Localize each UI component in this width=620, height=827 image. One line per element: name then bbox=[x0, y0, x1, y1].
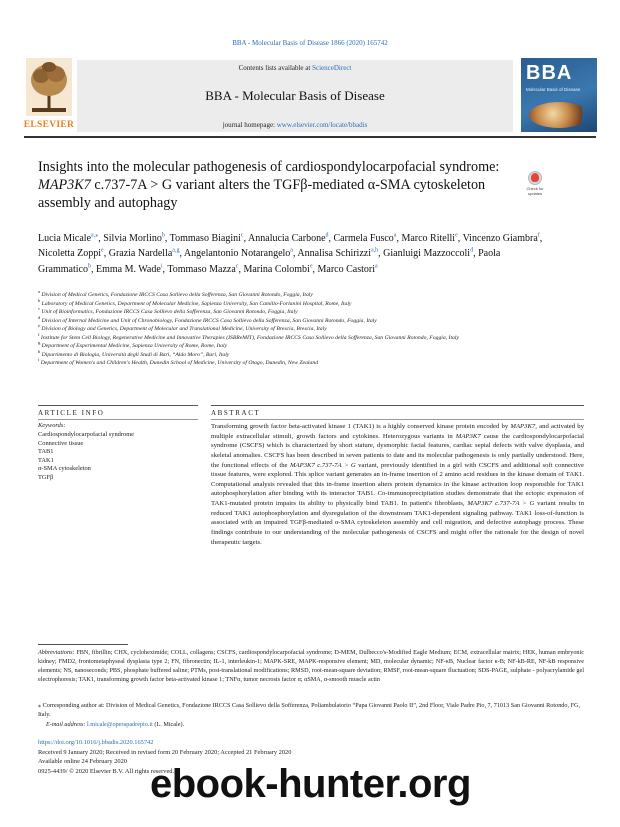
abstract-text: cause the cardiospondylocarpofacial syndrome (CSCFS) which is characterized by short stature, dysmorphic facial features, cardiac septal defects with valve dysplasia, and skeletal anomalies. CSCFS has been described in seven patients to date and its molecular pathogenesis is only partially understood. Here, the functional effects of the bbox=[211, 432, 584, 469]
keyword-item: TGFβ bbox=[38, 473, 54, 481]
author-name[interactable]: Paola Grammatico bbox=[38, 248, 501, 275]
abstract-body bbox=[211, 422, 584, 547]
contents-prefix: Contents lists available at bbox=[238, 64, 313, 72]
abstract-gene: MAP3K7 bbox=[510, 423, 536, 430]
author-affiliation-marker[interactable]: i bbox=[160, 263, 163, 270]
keyword-list bbox=[38, 431, 198, 483]
affiliation-marker: g bbox=[38, 340, 41, 346]
author-name[interactable]: Annalisa Schirizzi bbox=[297, 248, 371, 260]
check-for-updates-button[interactable] bbox=[520, 171, 550, 199]
affiliation-marker: d bbox=[38, 314, 41, 320]
sciencedirect-link[interactable]: ScienceDirect bbox=[312, 64, 352, 72]
affiliation-text: Institute for Stem Cell Biology, Regenerative Medicine and Innovative Therapies (ISBReMIT), Fondazione IRCCS Casa Sollievo della Sofferenza, San Giovanni Rotondo, Foggia, Italy bbox=[40, 334, 459, 341]
author-name[interactable]: Tommaso Biagini bbox=[169, 233, 241, 244]
abstract-subrule bbox=[211, 419, 584, 420]
author-affiliation-marker[interactable]: f bbox=[537, 232, 540, 239]
affiliation-text: Division of Internal Medicine and Unit of Chronobiology, Fondazione IRCCS Casa Sollievo della Sofferenza, San Giovanni Rotondo, Foggia, Italy bbox=[41, 317, 377, 324]
watermark-text: ebook-hunter.org bbox=[150, 762, 471, 806]
affiliation-item bbox=[38, 348, 578, 363]
author-affiliation-marker[interactable]: e bbox=[455, 232, 458, 239]
author-name[interactable]: Tommaso Mazza bbox=[167, 263, 236, 275]
elsevier-wordmark: ELSEVIER bbox=[23, 120, 75, 130]
author-affiliation-marker[interactable]: d bbox=[470, 247, 474, 254]
abbreviations-text: FBN, fibrillin; CHX, cycloheximide; COLL, collagens; CSCFS, cardiospondylocarpofacial syndrome; D-MEM, Dulbecco's-Modified Eagle Medium; ECM, extracellular matrix; HEK, human embryonic kidney; FMD2, frontometaphyseal dysplasia type 2; FN, fibronectin; IL-1, interleukin-1; MAPK-SRE, MAPK-responsive element; MD, molecular dynamic; NF-κB, Nuclear factor κ-B; NF-kB-RE, NF-kB responsive elements; NS, nanoseconds; PBS, phosphate buffered saline; PTMs, post-translational modifications; RMSD, root-mean-square deviation; RMSF, root-mean-square fluctuation; SDS-PAGE, sulphate - polyacrylamide gel electrophoresis; TAK1, transforming growth factor beta-activated kinase 1; TNFα, tumor necrosis factor α; αSMA, α-smooth muscle actin bbox=[38, 649, 584, 683]
affiliation-text: Division of Medical Genetics, Fondazione IRCCS Casa Sollievo della Sofferenza, San Giovanni Rotondo, Foggia, Italy bbox=[41, 292, 313, 298]
affiliation-marker: i bbox=[38, 357, 40, 363]
doi-link[interactable]: https://doi.org/10.1016/j.bbadis.2020.165742 bbox=[38, 739, 154, 746]
author-affiliation-marker[interactable]: a bbox=[393, 232, 397, 239]
author-name[interactable]: Angelantonio Notarangelo bbox=[183, 248, 291, 260]
abstract-text: Transforming growth factor beta-activated kinase 1 (TAK1) is a highly conserved kinase protein encoded by bbox=[211, 423, 511, 430]
abstract-variant: MAP3K7 c.737-7A > G bbox=[289, 461, 356, 469]
affiliation-item bbox=[38, 297, 578, 312]
author-name[interactable]: Lucia Micale bbox=[38, 233, 92, 244]
copyright-line: 0925-4439/ © 2020 Elsevier B.V. All rights reserved. bbox=[38, 767, 175, 775]
author-affiliation-marker[interactable]: a bbox=[375, 263, 378, 270]
abstract-gene: MAP3K7 bbox=[455, 432, 481, 440]
abstract-text: variant, previously identified in a girl with CSCFS and additional soft connective tissue features, were explored. This splice variant generates an in-frame insertion of 2 amino acid residues in the kinase domain of TAK1. Computational analysis revealed that this in-frame insertion alters protein dynamics in the kinase activation loop responsible for TAK1 autophosphorylation after binding with its interactor TAB1. Co-immunoprecipitation studies demonstrate that the ectopic expression of TAK1-mutated protein impairs its ability to physically bind TAB1. In patient's fibroblasts, bbox=[211, 461, 584, 507]
author-affiliation-marker[interactable]: e bbox=[101, 247, 104, 254]
email-label: E-mail address: bbox=[46, 721, 86, 728]
available-online: Available online 24 February 2020 bbox=[38, 758, 127, 766]
author-name[interactable]: Emma M. Wade bbox=[95, 263, 161, 275]
author-affiliation-marker[interactable]: a,⁎ bbox=[91, 232, 99, 239]
article-title bbox=[38, 158, 508, 212]
affiliation-item bbox=[38, 342, 578, 351]
author-affiliation-marker[interactable]: d bbox=[325, 232, 329, 239]
corresponding-author-footnote: ⁎ Corresponding author at: Division of Medical Genetics, Fondazione IRCCS Casa Sollievo della Sofferenza, Poliambulatorio “Papa Giovanni Paolo II”, 2nd Floor, Viale Padre Pio, 7, 71013 San Giovanni Rotondo, FG, Italy. bbox=[38, 702, 581, 718]
author-name[interactable]: Silvia Morlino bbox=[103, 233, 162, 244]
cover-subtitle: Molecular Basis of Disease bbox=[526, 87, 581, 92]
article-info-subrule bbox=[38, 419, 198, 420]
author-list: Lucia Micale$^{a,⁎}$, Silvia Morlino$^b$, Tommaso Biagini$^c$, Annalucia Carbone$^d$, Carmela Fusco$^a$, Marco Ritelli$^e$, Vincenzo Giambra$^f$, Nicoletta Zoppi$^e$, Grazia Nardella$^{a,g}$, Angelantonio Notarangelo$^a$, Annalisa Schirizzi$^{a,h}$, Gianluigi Mazzoccoli$^d$, Paola Grammatico$^b$, Emma M. Wade$^i$, Tommaso Mazza$^c$, Marina Colombi$^e$, Marco Castori$^a$ bbox=[38, 232, 543, 275]
affiliation-marker: h bbox=[38, 348, 41, 354]
email-suffix: (L. Micale). bbox=[152, 721, 185, 728]
title-part-1: Insights into the molecular pathogenesis of cardiospondylocarpofacial syndrome: bbox=[38, 159, 500, 175]
author-name[interactable]: Grazia Nardella bbox=[108, 248, 173, 260]
author-affiliation-marker[interactable]: c bbox=[240, 232, 244, 239]
abstract-text: , and activated by multiple extracellular stimuli, growth factors and cytokines. Heterozygous variants in bbox=[211, 423, 584, 440]
affiliation-text: Laboratory of Medical Genetics, Department of Molecular Medicine, Sapienza University, San Camillo-Forlanini Hospital, Rome, Italy bbox=[41, 300, 352, 307]
affiliation-marker: a bbox=[38, 289, 40, 295]
affiliation-item bbox=[38, 325, 578, 334]
author-name[interactable]: Marina Colombi bbox=[243, 263, 310, 275]
bookmark-icon bbox=[531, 173, 539, 182]
cover-artwork bbox=[529, 102, 589, 128]
author-affiliation-marker[interactable]: e bbox=[309, 263, 313, 270]
journal-cover-image[interactable] bbox=[521, 58, 597, 132]
title-part-2: c.737-7A > G variant alters the TGFβ-mediated α-SMA cytoskeleton assembly and autophagy bbox=[38, 177, 486, 211]
journal-homepage bbox=[77, 121, 513, 129]
author-name[interactable]: Marco Ritelli bbox=[401, 233, 456, 244]
author-name[interactable]: Carmela Fusco bbox=[333, 233, 394, 244]
received-dates: Received 9 January 2020; Received in revised form 20 February 2020; Accepted 21 February 2020 bbox=[38, 749, 292, 756]
author-name[interactable]: Gianluigi Mazzoccoli bbox=[383, 248, 471, 260]
abbreviations-label: Abbreviations: bbox=[38, 649, 75, 656]
author-affiliation-marker[interactable]: b bbox=[161, 232, 165, 239]
affiliation-marker: e bbox=[38, 323, 40, 329]
affiliation-item bbox=[38, 359, 578, 368]
homepage-link[interactable]: www.elsevier.com/locate/bbadis bbox=[276, 121, 368, 129]
article-info-rule bbox=[38, 405, 198, 406]
elsevier-logo[interactable] bbox=[22, 58, 76, 134]
cover-logo: BBA bbox=[526, 62, 573, 84]
email-footnote bbox=[46, 721, 184, 728]
elsevier-tree-icon bbox=[26, 58, 72, 116]
keyword-item: Connective tissue bbox=[38, 439, 84, 447]
affiliation-marker: c bbox=[38, 306, 40, 312]
author-affiliation-marker[interactable]: b bbox=[87, 263, 91, 270]
author-affiliation-marker[interactable]: c bbox=[235, 263, 239, 270]
affiliation-marker: f bbox=[38, 331, 40, 337]
header-divider bbox=[24, 136, 596, 138]
abstract-rule bbox=[211, 405, 584, 406]
abstract-variant: MAP3K7 c.737-7A > G bbox=[467, 500, 535, 507]
author-name[interactable]: Marco Castori bbox=[317, 263, 376, 275]
author-name[interactable]: Vincenzo Giambra bbox=[462, 233, 538, 244]
affiliation-text: Unit of Bioinformatics, Fondazione IRCCS Casa Sollievo della Sofferenza, San Giovanni Rotondo, Foggia, Italy bbox=[41, 309, 298, 316]
author-affiliation-marker[interactable]: a,g bbox=[172, 247, 180, 254]
keywords-label: Keywords: bbox=[38, 422, 66, 429]
author-name[interactable]: Annalucia Carbone bbox=[248, 233, 326, 244]
keyword-item: Cardiospondylocarpofacial syndrome bbox=[38, 431, 135, 438]
homepage-prefix: journal homepage: bbox=[222, 121, 277, 129]
article-info-heading: ARTICLE INFO bbox=[38, 409, 105, 417]
affiliation-item bbox=[38, 291, 578, 300]
affiliation-text: Dipartimento di Biologia, Università degli Studi di Bari, “Aldo Moro”, Bari, Italy bbox=[41, 351, 230, 358]
abstract-heading: ABSTRACT bbox=[211, 409, 261, 417]
author-affiliation-marker[interactable]: a bbox=[290, 247, 293, 254]
abstract-text: variant results in reduced TAK1 autophosphorylation and dysregulation of the downstream TAK1-dependent signaling pathway. TAK1 loss-of-function is associated with an impaired TGFβ-mediated α-SMA cytoskeleton assembly and cell migration, and defective autophagy process. These findings contribute to our understanding of the molecular pathogenesis of CSCFS and might offer the rationale for the design of novel therapeutic targets. bbox=[211, 500, 584, 546]
affiliation-marker: b bbox=[38, 297, 41, 303]
keyword-item: α-SMA cytoskeleton bbox=[38, 465, 91, 473]
journal-name: BBA - Molecular Basis of Disease bbox=[205, 88, 385, 103]
email-link[interactable]: l.micale@operapadrepio.it bbox=[87, 721, 153, 728]
affiliation-text: Department of Women's and Children's Health, Dunedin School of Medicine, University of Otago, Dunedin, New Zealand bbox=[40, 360, 319, 367]
running-header[interactable]: BBA - Molecular Basis of Disease 1866 (2020) 165742 bbox=[232, 39, 388, 47]
author-name[interactable]: Nicoletta Zoppi bbox=[38, 248, 102, 260]
affiliation-list bbox=[38, 291, 578, 368]
keyword-item: TAK1 bbox=[38, 456, 54, 464]
affiliation-item bbox=[38, 314, 578, 329]
check-updates-label: Check for updates bbox=[526, 186, 544, 196]
affiliation-text: Department of Experimental Medicine, Sapienza University of Rome, Rome, Italy bbox=[41, 343, 228, 350]
contents-line bbox=[77, 64, 513, 72]
title-gene: MAP3K7 bbox=[38, 177, 91, 193]
footnote-rule bbox=[38, 644, 128, 645]
affiliation-item bbox=[38, 331, 578, 346]
keyword-item: TAB1 bbox=[38, 448, 54, 456]
abbreviations-footnote bbox=[38, 649, 584, 685]
affiliation-item bbox=[38, 308, 578, 317]
affiliation-text: Division of Biology and Genetics, Department of Molecular and Translational Medicine, University of Brescia, Brescia, Italy bbox=[41, 326, 327, 333]
author-affiliation-marker[interactable]: a,h bbox=[371, 247, 379, 254]
